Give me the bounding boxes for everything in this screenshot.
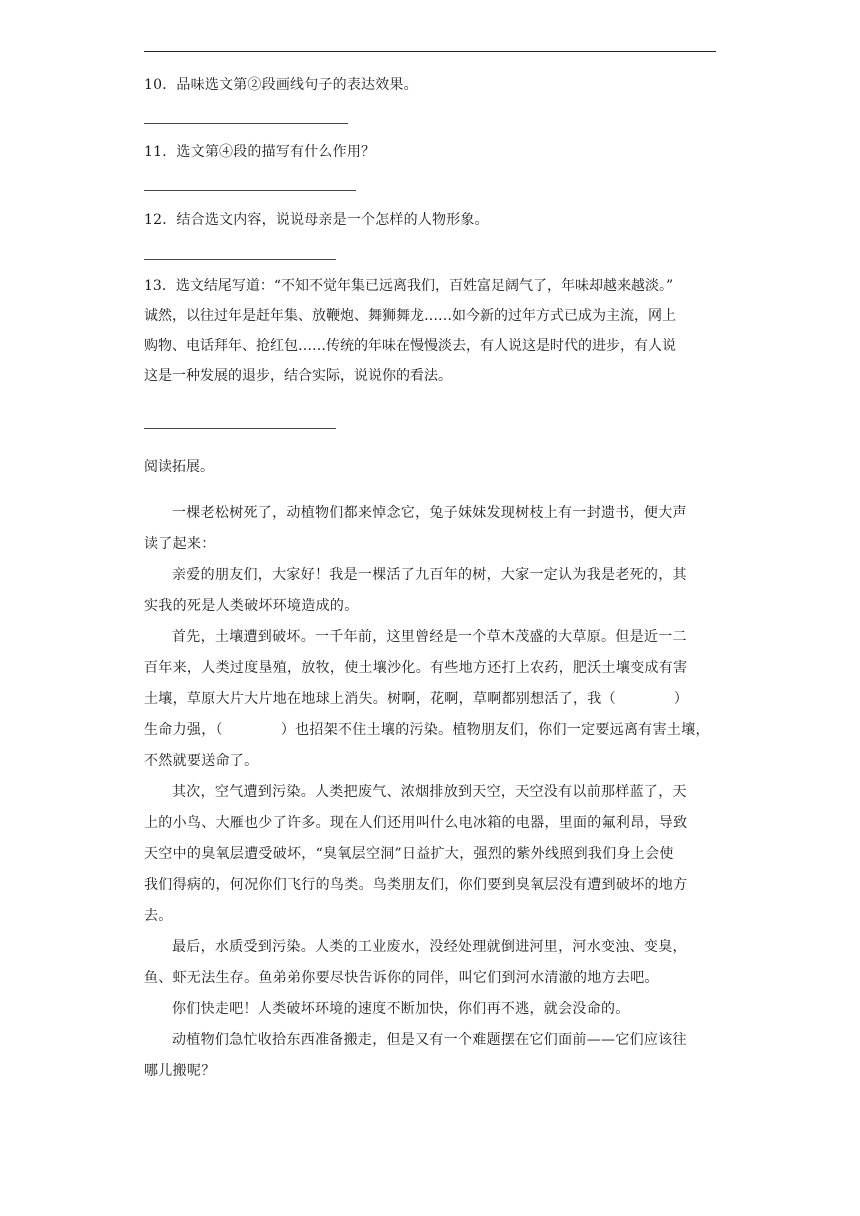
paragraph-5 (144, 932, 716, 994)
section-heading: 阅读拓展。 (144, 459, 214, 475)
passage-line: 首先，土壤遭到破坏。一千年前，这里曾经是一个草木茂盛的大草原。但是近一二 (172, 629, 687, 645)
passage-line: 动植物们急忙收拾东西准备搬走，但是又有一个难题摆在它们面前——它们应该往 (172, 1032, 687, 1048)
question-12: 12．结合选文内容，说说母亲是一个怎样的人物形象。 (144, 212, 489, 228)
top-divider (144, 51, 716, 52)
passage-line: 你们快走吧！人类破坏环境的速度不断加快，你们再不逃，就会没命的。 (172, 1001, 630, 1017)
passage-line: 天空中的臭氧层遭受破坏，“臭氧层空洞”日益扩大，强烈的紫外线照到我们身上会使 (144, 846, 674, 862)
passage-line: 读了起来： (144, 536, 216, 552)
passage-line: 亲爱的朋友们，大家好！我是一棵活了九百年的树，大家一定认为我是老死的，其 (172, 567, 687, 583)
passage-line (144, 715, 716, 746)
paragraph-1 (144, 498, 716, 560)
answer-line-11[interactable] (144, 190, 356, 191)
question-13-line: 诚然，以往过年是赶年集、放鞭炮、舞狮舞龙……如今新的过年方式已成为主流，网上 (144, 308, 676, 324)
passage-line: 一棵老松树死了，动植物们都来悼念它，兔子妹妹发现树枝上有一封遗书，便大声 (172, 505, 687, 521)
passage-line: 百年来，人类过度垦殖，放牧，使土壤沙化。有些地方还打上农药，肥沃土壤变成有害 (144, 660, 688, 676)
question-13-line: 购物、电话拜年、抢红包……传统的年味在慢慢淡去，有人说这是时代的进步，有人说 (144, 338, 676, 354)
reading-passage (144, 498, 716, 1087)
paragraph-6 (144, 994, 716, 1025)
passage-text: 生命力强，（ (144, 722, 223, 738)
passage-line: 其次，空气遭到污染。人类把废气、浓烟排放到天空，天空没有以前那样蓝了，天 (172, 784, 687, 800)
answer-line-10[interactable] (144, 123, 348, 124)
answer-line-13[interactable] (144, 428, 336, 429)
paragraph-7 (144, 1025, 716, 1087)
passage-line: 哪儿搬呢？ (144, 1063, 216, 1079)
passage-line: 不然就要送命了。 (144, 753, 259, 769)
passage-text: ） (673, 691, 689, 707)
passage-text: ）也招架不住土壤的污染。植物朋友们，你们一定要远离有害土壤， (280, 722, 710, 738)
question-13-line: 13．选文结尾写道：“不知不觉年集已远离我们，百姓富足阔气了，年味却越来越淡。” (144, 278, 674, 294)
paragraph-4 (144, 777, 716, 932)
passage-line: 最后，水质受到污染。人类的工业废水，没经处理就倒进河里，河水变浊、变臭， (172, 939, 687, 955)
passage-line: 鱼、虾无法生存。鱼弟弟你要尽快告诉你的同伴，叫它们到河水清澈的地方去吧。 (144, 970, 659, 986)
passage-line (144, 684, 716, 715)
paragraph-2 (144, 560, 716, 622)
question-13 (144, 271, 716, 391)
question-13-line: 这是一种发展的退步，结合实际，说说你的看法。 (144, 368, 452, 384)
answer-line-12[interactable] (144, 259, 336, 260)
paragraph-3 (144, 622, 716, 777)
question-11: 11．选文第④段的描写有什么作用？ (144, 144, 376, 160)
passage-line: 上的小鸟、大雁也少了许多。现在人们还用叫什么电冰箱的电器，里面的氟利昂，导致 (144, 815, 688, 831)
passage-line: 去。 (144, 908, 173, 924)
passage-text: 土壤，草原大片大片地在地球上消失。树啊，花啊，草啊都别想活了，我（ (144, 691, 616, 707)
passage-line: 实我的死是人类破坏环境造成的。 (144, 598, 359, 614)
passage-line: 我们得病的，何况你们飞行的鸟类。鸟类朋友们，你们要到臭氧层没有遭到破坏的地方 (144, 877, 688, 893)
question-10: 10．品味选文第②段画线句子的表达效果。 (144, 77, 418, 93)
